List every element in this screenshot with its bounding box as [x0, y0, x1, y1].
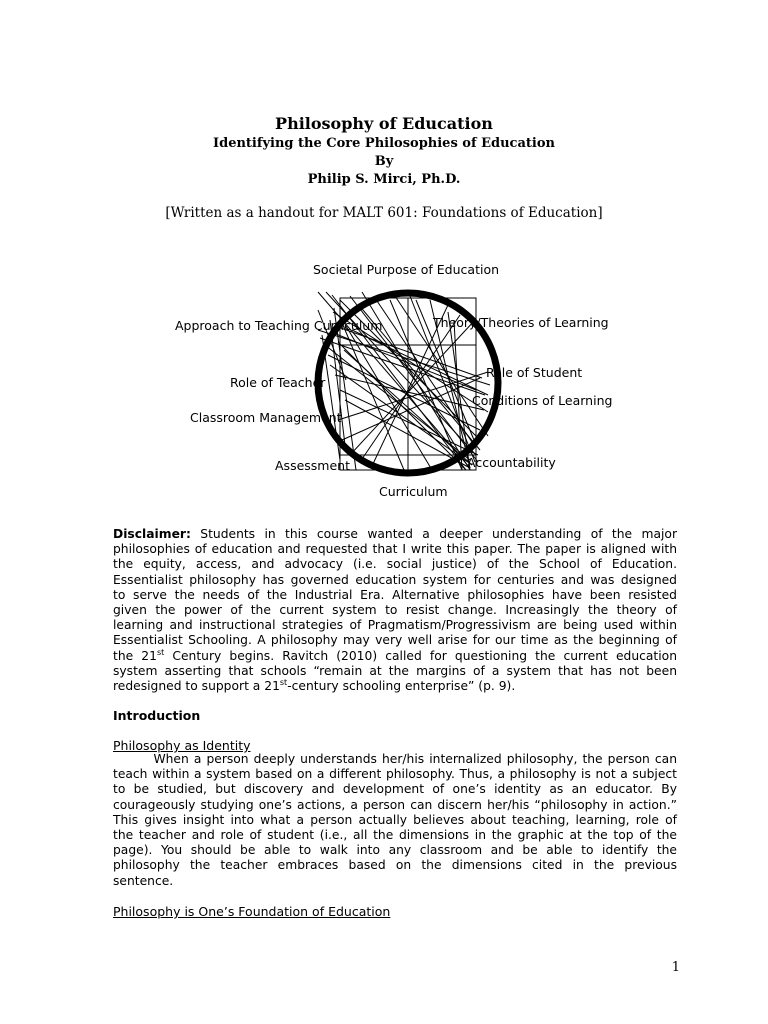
label-approach-curriculum: Approach to Teaching Curriculum: [175, 318, 383, 333]
handout-note: [Written as a handout for MALT 601: Foundations of Education]: [165, 205, 603, 221]
label-curriculum: Curriculum: [379, 484, 448, 499]
identity-line: courageously studying one’s actions, a person can discern her/his “philosophy in action.”: [113, 797, 677, 812]
disclaimer-paragraph: [113, 527, 677, 694]
label-theories-learning: Theory/Theories of Learning: [433, 315, 609, 330]
disclaimer-line: philosophies of education and requested that I write this paper. The paper is aligned with: [113, 542, 677, 557]
disclaimer-line: system asserting that schools “remain at the margins of a system that has not been: [113, 663, 677, 678]
identity-line: teach within a system based on a different philosophy. Thus, a philosophy is not a subject: [113, 767, 677, 782]
document-title: Philosophy of Education: [275, 114, 493, 133]
disclaimer-line: the equity, access, and advocacy (i.e. social justice) of the School of Education.: [113, 557, 677, 572]
disclaimer-line: Disclaimer: Students in this course wanted a deeper understanding of the major: [113, 527, 677, 541]
identity-line: sentence.: [113, 873, 174, 888]
identity-line: to be studied, but discovery and development of one’s identity as an educator. By: [113, 782, 677, 797]
philosophy-dimensions-diagram: [0, 250, 768, 510]
identity-line: the teacher and role of student (i.e., all the dimensions in the graphic at the top of the: [113, 828, 677, 843]
document-subtitle: Identifying the Core Philosophies of Education: [213, 136, 555, 151]
byline-by: By: [374, 154, 394, 169]
disclaimer-line: redesigned to support a 21st-century schooling enterprise” (p. 9).: [113, 678, 516, 694]
label-accountability: Accountability: [467, 455, 556, 470]
identity-line: page). You should be able to walk into any classroom and be able to identify the: [113, 843, 677, 858]
label-classroom-management: Classroom Management: [190, 410, 342, 425]
ordinal-superscript: st: [279, 678, 288, 688]
label-role-student: Role of Student: [486, 365, 583, 380]
label-societal-purpose: Societal Purpose of Education: [313, 262, 500, 277]
label-role-teacher: Role of Teacher: [230, 375, 326, 390]
disclaimer-line: given the power of the current system to resist change. Increasingly the theory of: [113, 603, 677, 618]
philosophy-identity-paragraph: [113, 752, 677, 889]
philosophy-foundation-heading: Philosophy is One’s Foundation of Education: [113, 904, 391, 919]
philosophy-identity-heading: Philosophy as Identity: [113, 738, 251, 753]
disclaimer-line: to serve the needs of the Industrial Era. Alternative philosophies have been resisted: [113, 587, 677, 602]
label-assessment: Assessment: [275, 458, 350, 473]
identity-line: This gives insight into what a person actually believes about teaching, learning, role of: [113, 812, 677, 827]
ordinal-superscript: st: [156, 647, 165, 657]
disclaimer-line: Essentialist philosophy has governed education system for centuries and was designed: [113, 572, 677, 587]
disclaimer-line: learning and instructional strategies of Pragmatism/Progressivism are being used within: [113, 618, 677, 633]
identity-line: When a person deeply understands her/his internalized philosophy, the person can: [113, 752, 677, 766]
connecting-line: [352, 330, 488, 395]
page-number: 1: [671, 960, 680, 975]
introduction-heading: Introduction: [113, 708, 201, 723]
disclaimer-label: Disclaimer:: [113, 527, 191, 541]
disclaimer-line: Essentialist Schooling. A philosophy may very well arise for our time as the beginning of: [113, 633, 677, 648]
label-conditions-learning: Conditions of Learning: [472, 393, 613, 408]
identity-line: philosophy the teacher embraces based on the dimensions cited in the previous: [113, 858, 677, 873]
disclaimer-line: the 21st Century begins. Ravitch (2010) called for questioning the current education: [113, 647, 677, 663]
author-name: Philip S. Mirci, Ph.D.: [307, 172, 461, 187]
